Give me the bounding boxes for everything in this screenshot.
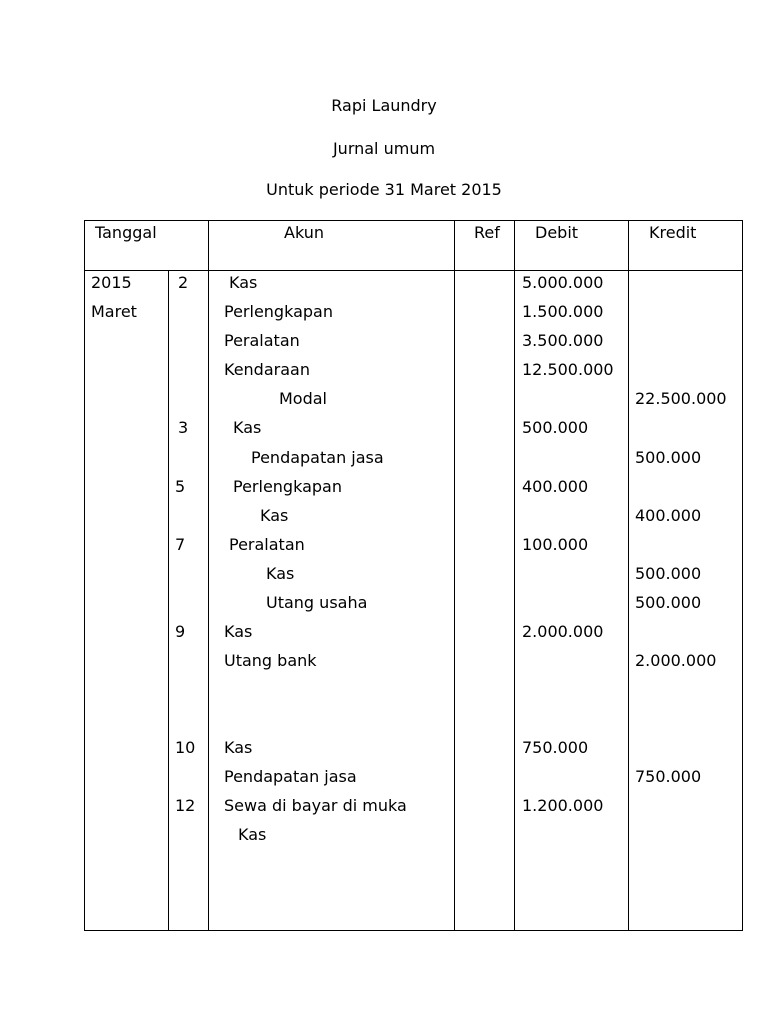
- debit-amount: 3.500.000: [522, 331, 604, 350]
- date-day: 12: [175, 796, 196, 815]
- kredit-amount: 500.000: [635, 448, 702, 467]
- table-left-border: [84, 220, 85, 931]
- date-day: 2: [178, 273, 189, 292]
- date-day: 5: [175, 477, 186, 496]
- kredit-amount: 500.000: [635, 564, 702, 583]
- account-name: Pendapatan jasa: [224, 767, 357, 786]
- table-right-border: [742, 220, 743, 931]
- account-name: Peralatan: [229, 535, 305, 554]
- date-day: 7: [175, 535, 186, 554]
- account-name: Utang bank: [224, 651, 317, 670]
- header-debit: Debit: [535, 223, 579, 242]
- table-bottom-border: [84, 930, 743, 931]
- header-bottom-border: [84, 270, 743, 271]
- account-name: Kas: [260, 506, 289, 525]
- account-name: Peralatan: [224, 331, 300, 350]
- akun-ref-divider: [454, 220, 455, 931]
- debit-amount: 400.000: [522, 477, 589, 496]
- header-ref: Ref: [474, 223, 500, 242]
- account-name: Kas: [266, 564, 295, 583]
- account-name: Modal: [279, 389, 327, 408]
- account-name: Kendaraan: [224, 360, 310, 379]
- kredit-amount: 500.000: [635, 593, 702, 612]
- account-name: Pendapatan jasa: [251, 448, 384, 467]
- date-month: Maret: [91, 302, 137, 321]
- report-period: Untuk periode 31 Maret 2015: [266, 180, 502, 199]
- debit-amount: 500.000: [522, 418, 589, 437]
- kredit-amount: 2.000.000: [635, 651, 717, 670]
- table-top-border: [84, 220, 743, 221]
- account-name: Kas: [224, 622, 253, 641]
- debit-amount: 2.000.000: [522, 622, 604, 641]
- account-name: Kas: [233, 418, 262, 437]
- kredit-amount: 750.000: [635, 767, 702, 786]
- date-day: 9: [175, 622, 186, 641]
- date-year: 2015: [91, 273, 132, 292]
- kredit-amount: 400.000: [635, 506, 702, 525]
- ref-debit-divider: [514, 220, 515, 931]
- debit-amount: 1.200.000: [522, 796, 604, 815]
- debit-amount: 100.000: [522, 535, 589, 554]
- account-name: Kas: [229, 273, 258, 292]
- header-tanggal: Tanggal: [95, 223, 157, 242]
- company-name: Rapi Laundry: [331, 96, 437, 115]
- header-akun: Akun: [284, 223, 324, 242]
- debit-amount: 750.000: [522, 738, 589, 757]
- account-name: Utang usaha: [266, 593, 368, 612]
- date-day-divider: [168, 270, 169, 931]
- account-name: Kas: [224, 738, 253, 757]
- debit-amount: 5.000.000: [522, 273, 604, 292]
- date-day: 10: [175, 738, 196, 757]
- debit-kredit-divider: [628, 220, 629, 931]
- debit-amount: 1.500.000: [522, 302, 604, 321]
- date-day: 3: [178, 418, 189, 437]
- report-title: Jurnal umum: [332, 139, 436, 158]
- debit-amount: 12.500.000: [522, 360, 614, 379]
- account-name: Kas: [238, 825, 267, 844]
- tanggal-akun-divider: [208, 220, 209, 931]
- kredit-amount: 22.500.000: [635, 389, 727, 408]
- account-name: Sewa di bayar di muka: [224, 796, 407, 815]
- account-name: Perlengkapan: [233, 477, 342, 496]
- header-kredit: Kredit: [649, 223, 697, 242]
- account-name: Perlengkapan: [224, 302, 333, 321]
